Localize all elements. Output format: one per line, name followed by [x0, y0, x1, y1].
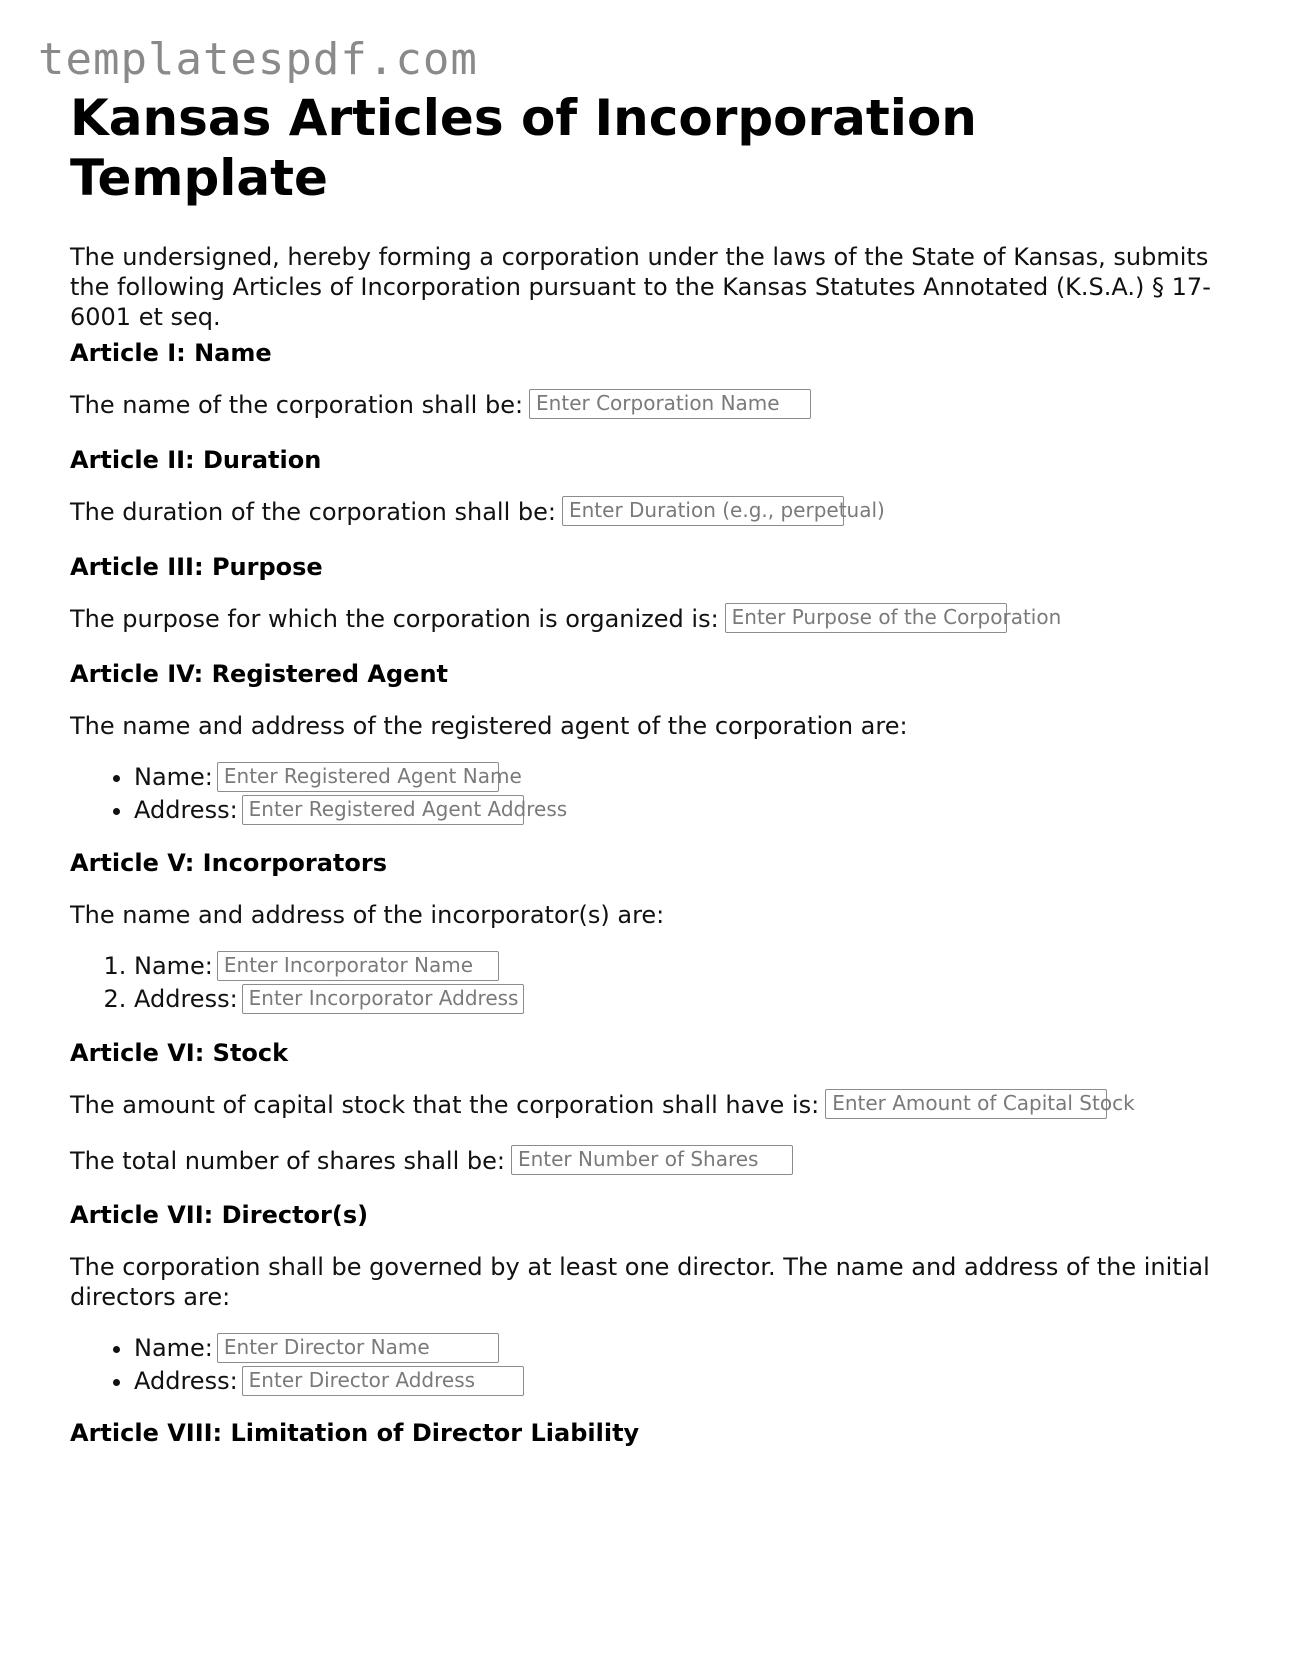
document-body: [70, 88, 1230, 1447]
article-4-heading: Article IV: Registered Agent: [70, 660, 449, 688]
directors-list: [70, 1332, 1230, 1398]
capital-stock-input[interactable]: Enter Amount of Capital Stock: [825, 1089, 1107, 1119]
article-2: [70, 445, 1230, 528]
page-title-line1: Kansas Articles of Incorporation: [70, 89, 977, 147]
article-8-heading: Article VIII: Limitation of Director Liability: [70, 1419, 640, 1447]
director-name-label: Name:: [134, 1334, 213, 1362]
registered-agent-address-input[interactable]: Enter Registered Agent Address: [242, 795, 524, 825]
duration-input[interactable]: Enter Duration (e.g., perpetual): [562, 496, 844, 526]
shares-input[interactable]: Enter Number of Shares: [511, 1145, 793, 1175]
article-3: [70, 552, 1230, 635]
director-name-input[interactable]: Enter Director Name: [217, 1333, 499, 1363]
article-4-text: The name and address of the registered agent of the corporation are:: [70, 712, 908, 740]
article-5: [70, 848, 1230, 1016]
article-3-line: [70, 604, 1230, 635]
incorporator-address-label: Address:: [134, 985, 238, 1013]
incorporator-name-label: Name:: [134, 952, 213, 980]
article-5-heading: Article V: Incorporators: [70, 849, 387, 877]
article-3-text: The purpose for which the corporation is organized is:: [70, 605, 719, 633]
article-2-heading: Article II: Duration: [70, 446, 322, 474]
article-1: [70, 338, 1230, 421]
article-2-text: The duration of the corporation shall be:: [70, 498, 556, 526]
registered-agent-address-label: Address:: [134, 796, 238, 824]
article-6-heading: Article VI: Stock: [70, 1039, 289, 1067]
watermark: templatespdf.com: [38, 34, 478, 85]
article-1-text: The name of the corporation shall be:: [70, 391, 524, 419]
incorporator-address-input[interactable]: Enter Incorporator Address: [242, 984, 524, 1014]
article-7: [70, 1200, 1230, 1398]
article-6: [70, 1038, 1230, 1177]
director-address-input[interactable]: Enter Director Address: [242, 1366, 524, 1396]
article-2-line: [70, 497, 1230, 528]
director-address-label: Address:: [134, 1367, 238, 1395]
registered-agent-list: [70, 761, 1230, 827]
list-item: [134, 1332, 1230, 1365]
purpose-input[interactable]: Enter Purpose of the Corporation: [725, 603, 1007, 633]
incorporators-list: [70, 950, 1230, 1016]
list-item: [134, 794, 1230, 827]
article-1-heading: Article I: Name: [70, 339, 272, 367]
article-4: [70, 659, 1230, 827]
article-6-line-1: [70, 1090, 1230, 1121]
shares-text: The total number of shares shall be:: [70, 1147, 505, 1175]
article-3-heading: Article III: Purpose: [70, 553, 323, 581]
list-item: [134, 950, 1230, 983]
page-title: [70, 88, 1230, 208]
article-6-line-2: [70, 1146, 1230, 1177]
article-1-line: [70, 390, 1230, 421]
list-item: [134, 1365, 1230, 1398]
article-7-text: The corporation shall be governed by at least one director. The name and address of the initial directors are:: [70, 1253, 1210, 1311]
intro-paragraph: The undersigned, hereby forming a corporation under the laws of the State of Kansas, submits the following Articles of Incorporation pursuant to the Kansas Statutes Annotated (K.S.A.) § 17-6001 et seq.: [70, 243, 1211, 331]
list-item: [134, 983, 1230, 1016]
page-title-line2: Template: [70, 149, 328, 207]
article-7-heading: Article VII: Director(s): [70, 1201, 369, 1229]
corporation-name-input[interactable]: Enter Corporation Name: [529, 389, 811, 419]
registered-agent-name-label: Name:: [134, 763, 213, 791]
incorporator-name-input[interactable]: Enter Incorporator Name: [217, 951, 499, 981]
registered-agent-name-input[interactable]: Enter Registered Agent Name: [217, 762, 499, 792]
article-5-text: The name and address of the incorporator(s) are:: [70, 901, 665, 929]
capital-stock-text: The amount of capital stock that the corporation shall have is:: [70, 1091, 820, 1119]
list-item: [134, 761, 1230, 794]
article-8: [70, 1418, 1230, 1448]
